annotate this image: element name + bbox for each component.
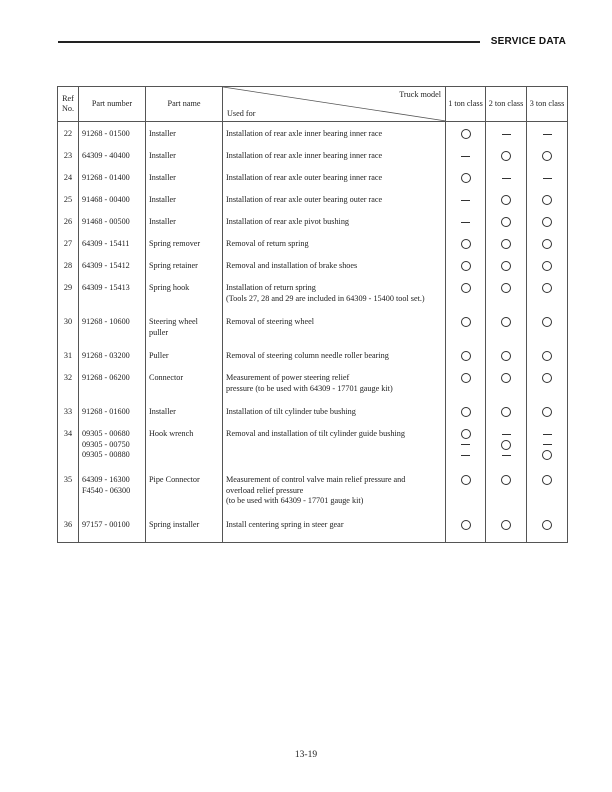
not-applicable-dash-icon: [543, 134, 552, 135]
cell-part-name: [146, 217, 223, 239]
cell-part-name: [146, 239, 223, 261]
cell-used-for: [223, 122, 446, 152]
cell-used-for-line: pressure (to be used with 64309 - 17701 gauge kit): [226, 383, 393, 393]
not-applicable-dash-icon: [502, 134, 511, 135]
cell-used-for-line: Installation of tilt cylinder tube bushing: [226, 407, 356, 416]
applicable-circle-icon: [501, 407, 511, 417]
header-1-ton-class: 1 ton class: [446, 87, 486, 122]
cell-used-for-line: (to be used with 64309 - 17701 gauge kit): [226, 496, 364, 505]
applicable-circle-icon: [542, 520, 552, 530]
applicable-circle-icon: [501, 317, 511, 327]
cell-used-for: [223, 283, 446, 317]
cell-class-1-ton: [446, 151, 486, 173]
cell-part-number-line: 91468 - 00500: [82, 217, 130, 226]
cell-part-name: [146, 475, 223, 520]
table-row: [58, 317, 568, 351]
not-applicable-dash-icon: [502, 434, 511, 435]
cell-part-number-line: 09305 - 00750: [82, 439, 130, 449]
cell-used-for-line: Measurement of control valve main relief pressure and: [226, 475, 406, 484]
table-row: [58, 429, 568, 475]
cell-used-for-line: Removal of return spring: [226, 239, 309, 248]
cell-class-3-ton: [527, 429, 568, 475]
cell-class-2-ton: [486, 217, 527, 239]
cell-ref: 36: [58, 520, 79, 543]
applicable-circle-icon: [542, 283, 552, 293]
cell-class-1-ton: [446, 407, 486, 429]
cell-used-for-line: Installation of rear axle outer bearing inner race: [226, 173, 383, 182]
cell-class-2-ton: [486, 475, 527, 520]
special-tools-table: [57, 86, 568, 543]
applicable-circle-icon: [501, 283, 511, 293]
cell-class-3-ton: [527, 407, 568, 429]
applicable-circle-icon: [501, 195, 511, 205]
cell-class-1-ton: [446, 351, 486, 373]
cell-used-for: [223, 520, 446, 543]
cell-part-number: [79, 475, 146, 520]
table-row: [58, 283, 568, 317]
not-applicable-dash-icon: [543, 434, 552, 435]
applicable-circle-icon: [501, 239, 511, 249]
cell-part-number-line: 91268 - 06200: [82, 373, 130, 382]
cell-part-name-line: puller: [149, 327, 169, 337]
cell-class-2-ton: [486, 317, 527, 351]
page-number: 13-19: [294, 750, 318, 760]
cell-class-1-ton: [446, 173, 486, 195]
cell-ref: 28: [58, 261, 79, 283]
cell-class-2-ton: [486, 261, 527, 283]
cell-part-name: [146, 261, 223, 283]
section-title: SERVICE DATA: [490, 36, 566, 47]
cell-class-2-ton: [486, 407, 527, 429]
cell-class-2-ton: [486, 151, 527, 173]
table-header-row: [58, 87, 568, 122]
table-row: [58, 407, 568, 429]
applicable-circle-icon: [501, 440, 511, 450]
cell-class-1-ton: [446, 283, 486, 317]
cell-part-number-line: 64309 - 15412: [82, 261, 130, 270]
applicable-circle-icon: [501, 373, 511, 383]
applicable-circle-icon: [461, 261, 471, 271]
not-applicable-dash-icon: [502, 178, 511, 179]
cell-used-for-line: Measurement of power steering relief: [226, 373, 350, 382]
cell-part-name-line: Installer: [149, 195, 176, 204]
cell-used-for-line: overload relief pressure: [226, 485, 304, 495]
header-2-ton-class: 2 ton class: [486, 87, 527, 122]
cell-part-number: [79, 122, 146, 152]
cell-class-3-ton: [527, 351, 568, 373]
applicable-circle-icon: [501, 217, 511, 227]
cell-ref: 32: [58, 373, 79, 407]
cell-used-for-line: Installation of rear axle outer bearing outer race: [226, 195, 383, 204]
applicable-circle-icon: [501, 151, 511, 161]
cell-part-name-line: Installer: [149, 173, 176, 182]
cell-part-name-line: Spring hook: [149, 283, 190, 292]
cell-used-for: [223, 151, 446, 173]
cell-class-3-ton: [527, 475, 568, 520]
table-row: [58, 351, 568, 373]
cell-part-name: [146, 520, 223, 543]
cell-class-1-ton: [446, 373, 486, 407]
cell-class-1-ton: [446, 217, 486, 239]
cell-used-for: [223, 317, 446, 351]
cell-part-name-line: Connector: [149, 373, 184, 382]
cell-ref: 30: [58, 317, 79, 351]
cell-part-number: [79, 317, 146, 351]
cell-class-1-ton: [446, 195, 486, 217]
applicable-circle-icon: [461, 283, 471, 293]
applicable-circle-icon: [542, 239, 552, 249]
cell-part-number-line: 91268 - 01600: [82, 407, 130, 416]
applicable-circle-icon: [542, 151, 552, 161]
cell-class-1-ton: [446, 429, 486, 475]
applicable-circle-icon: [461, 520, 471, 530]
cell-part-number-line: F4540 - 06300: [82, 485, 131, 495]
applicable-circle-icon: [542, 475, 552, 485]
cell-used-for: [223, 373, 446, 407]
cell-class-2-ton: [486, 351, 527, 373]
cell-used-for: [223, 217, 446, 239]
cell-used-for-line: Removal of steering wheel: [226, 317, 314, 326]
cell-part-name: [146, 317, 223, 351]
cell-part-number: [79, 373, 146, 407]
table-row: [58, 475, 568, 520]
table-row: [58, 173, 568, 195]
cell-used-for-line: Installation of rear axle inner bearing inner race: [226, 151, 383, 160]
cell-part-number: [79, 429, 146, 475]
cell-part-number-line: 91268 - 10600: [82, 317, 130, 326]
cell-part-number: [79, 407, 146, 429]
cell-class-3-ton: [527, 151, 568, 173]
cell-part-name: [146, 283, 223, 317]
cell-class-2-ton: [486, 429, 527, 475]
cell-class-1-ton: [446, 475, 486, 520]
table-row: [58, 151, 568, 173]
cell-part-number: [79, 195, 146, 217]
applicable-circle-icon: [542, 195, 552, 205]
table-row: [58, 520, 568, 543]
cell-ref: 34: [58, 429, 79, 475]
cell-part-number-line: 64309 - 40400: [82, 151, 130, 160]
applicable-circle-icon: [461, 429, 471, 439]
cell-part-name-line: Hook wrench: [149, 429, 194, 438]
cell-used-for: [223, 407, 446, 429]
applicable-circle-icon: [461, 373, 471, 383]
cell-ref: 26: [58, 217, 79, 239]
cell-ref: 23: [58, 151, 79, 173]
cell-part-number: [79, 173, 146, 195]
not-applicable-dash-icon: [461, 455, 470, 456]
cell-ref: 35: [58, 475, 79, 520]
not-applicable-dash-icon: [502, 455, 511, 456]
cell-part-name: [146, 373, 223, 407]
cell-used-for-line: Installation of return spring: [226, 283, 316, 292]
cell-part-name: [146, 407, 223, 429]
applicable-circle-icon: [501, 520, 511, 530]
cell-ref: 27: [58, 239, 79, 261]
applicable-circle-icon: [461, 239, 471, 249]
cell-part-number: [79, 520, 146, 543]
applicable-circle-icon: [542, 407, 552, 417]
cell-class-3-ton: [527, 283, 568, 317]
cell-part-number: [79, 283, 146, 317]
cell-class-1-ton: [446, 261, 486, 283]
applicable-circle-icon: [461, 351, 471, 361]
cell-used-for-line: Install centering spring in steer gear: [226, 520, 344, 529]
applicable-circle-icon: [461, 173, 471, 183]
cell-part-name: [146, 122, 223, 152]
cell-class-2-ton: [486, 283, 527, 317]
not-applicable-dash-icon: [543, 178, 552, 179]
cell-part-name-line: Installer: [149, 129, 176, 138]
cell-part-name-line: Spring installer: [149, 520, 200, 529]
cell-used-for: [223, 239, 446, 261]
cell-part-name: [146, 173, 223, 195]
cell-class-2-ton: [486, 173, 527, 195]
header-3-ton-class: 3 ton class: [527, 87, 568, 122]
cell-part-number-line: 97157 - 00100: [82, 520, 130, 529]
cell-class-1-ton: [446, 122, 486, 152]
header-part-number: Part number: [79, 87, 146, 122]
cell-class-3-ton: [527, 317, 568, 351]
cell-class-3-ton: [527, 261, 568, 283]
cell-part-name: [146, 151, 223, 173]
cell-used-for: [223, 261, 446, 283]
applicable-circle-icon: [501, 261, 511, 271]
cell-part-name-line: Installer: [149, 217, 176, 226]
cell-ref: 29: [58, 283, 79, 317]
cell-ref: 22: [58, 122, 79, 152]
cell-used-for-line: Removal and installation of brake shoes: [226, 261, 358, 270]
cell-ref: 31: [58, 351, 79, 373]
applicable-circle-icon: [542, 373, 552, 383]
table-row: [58, 373, 568, 407]
table-body: [58, 122, 568, 543]
cell-class-1-ton: [446, 317, 486, 351]
cell-part-name-line: Pipe Connector: [149, 475, 200, 484]
cell-used-for-line: Installation of rear axle pivot bushing: [226, 217, 350, 226]
cell-part-number-line: 64309 - 16300: [82, 475, 130, 484]
not-applicable-dash-icon: [461, 156, 470, 157]
cell-class-3-ton: [527, 520, 568, 543]
not-applicable-dash-icon: [543, 444, 552, 445]
table-row: [58, 239, 568, 261]
cell-part-number-line: 09305 - 00880: [82, 450, 130, 459]
cell-ref: 33: [58, 407, 79, 429]
cell-part-number: [79, 351, 146, 373]
cell-part-number: [79, 151, 146, 173]
cell-part-number-line: 91268 - 01500: [82, 129, 130, 138]
table-row: [58, 122, 568, 152]
applicable-circle-icon: [461, 407, 471, 417]
cell-used-for: [223, 475, 446, 520]
cell-class-2-ton: [486, 520, 527, 543]
cell-ref: 25: [58, 195, 79, 217]
header-truck-model-used-for: [223, 87, 446, 122]
not-applicable-dash-icon: [461, 444, 470, 445]
cell-used-for-line: Removal and installation of tilt cylinder guide bushing: [226, 429, 405, 438]
cell-part-name: [146, 351, 223, 373]
cell-used-for-line: (Tools 27, 28 and 29 are included in 64309 - 15400 tool set.): [226, 293, 425, 303]
cell-class-2-ton: [486, 373, 527, 407]
header-used-for: Used for: [227, 108, 256, 118]
cell-ref: 24: [58, 173, 79, 195]
applicable-circle-icon: [461, 475, 471, 485]
cell-class-3-ton: [527, 373, 568, 407]
cell-used-for-line: Installation of rear axle inner bearing inner race: [226, 129, 383, 138]
applicable-circle-icon: [542, 317, 552, 327]
cell-part-name: [146, 429, 223, 475]
cell-part-name: [146, 195, 223, 217]
table-row: [58, 195, 568, 217]
cell-used-for: [223, 351, 446, 373]
cell-used-for-line: Removal of steering column needle roller bearing: [226, 351, 389, 360]
cell-class-3-ton: [527, 173, 568, 195]
cell-part-name-line: Steering wheel: [149, 317, 198, 326]
cell-part-number-line: 91268 - 03200: [82, 351, 130, 360]
not-applicable-dash-icon: [461, 222, 470, 223]
cell-used-for: [223, 195, 446, 217]
cell-part-name-line: Spring retainer: [149, 261, 198, 270]
applicable-circle-icon: [501, 351, 511, 361]
cell-part-name-line: Puller: [149, 351, 169, 360]
cell-class-1-ton: [446, 239, 486, 261]
cell-part-number-line: 64309 - 15411: [82, 239, 130, 248]
cell-class-2-ton: [486, 122, 527, 152]
applicable-circle-icon: [461, 129, 471, 139]
cell-used-for: [223, 429, 446, 475]
applicable-circle-icon: [542, 261, 552, 271]
cell-part-number-line: 09305 - 00680: [82, 429, 130, 438]
table-row: [58, 261, 568, 283]
not-applicable-dash-icon: [461, 200, 470, 201]
header-part-name: Part name: [146, 87, 223, 122]
table-row: [58, 217, 568, 239]
applicable-circle-icon: [501, 475, 511, 485]
cell-used-for: [223, 173, 446, 195]
cell-part-number: [79, 261, 146, 283]
cell-class-3-ton: [527, 217, 568, 239]
cell-part-name-line: Spring remover: [149, 239, 201, 248]
cell-class-3-ton: [527, 239, 568, 261]
header-rule: [58, 41, 480, 43]
cell-part-number: [79, 217, 146, 239]
cell-part-number-line: 91268 - 01400: [82, 173, 130, 182]
cell-part-name-line: Installer: [149, 407, 176, 416]
cell-part-number-line: 91468 - 00400: [82, 195, 130, 204]
cell-class-3-ton: [527, 195, 568, 217]
header-ref: Ref No.: [58, 87, 79, 122]
header-truck-model: Truck model: [399, 90, 441, 99]
applicable-circle-icon: [542, 351, 552, 361]
applicable-circle-icon: [542, 217, 552, 227]
cell-class-2-ton: [486, 195, 527, 217]
cell-part-name-line: Installer: [149, 151, 176, 160]
cell-class-2-ton: [486, 239, 527, 261]
applicable-circle-icon: [542, 450, 552, 460]
cell-class-3-ton: [527, 122, 568, 152]
applicable-circle-icon: [461, 317, 471, 327]
cell-part-number-line: 64309 - 15413: [82, 283, 130, 292]
cell-class-1-ton: [446, 520, 486, 543]
cell-part-number: [79, 239, 146, 261]
